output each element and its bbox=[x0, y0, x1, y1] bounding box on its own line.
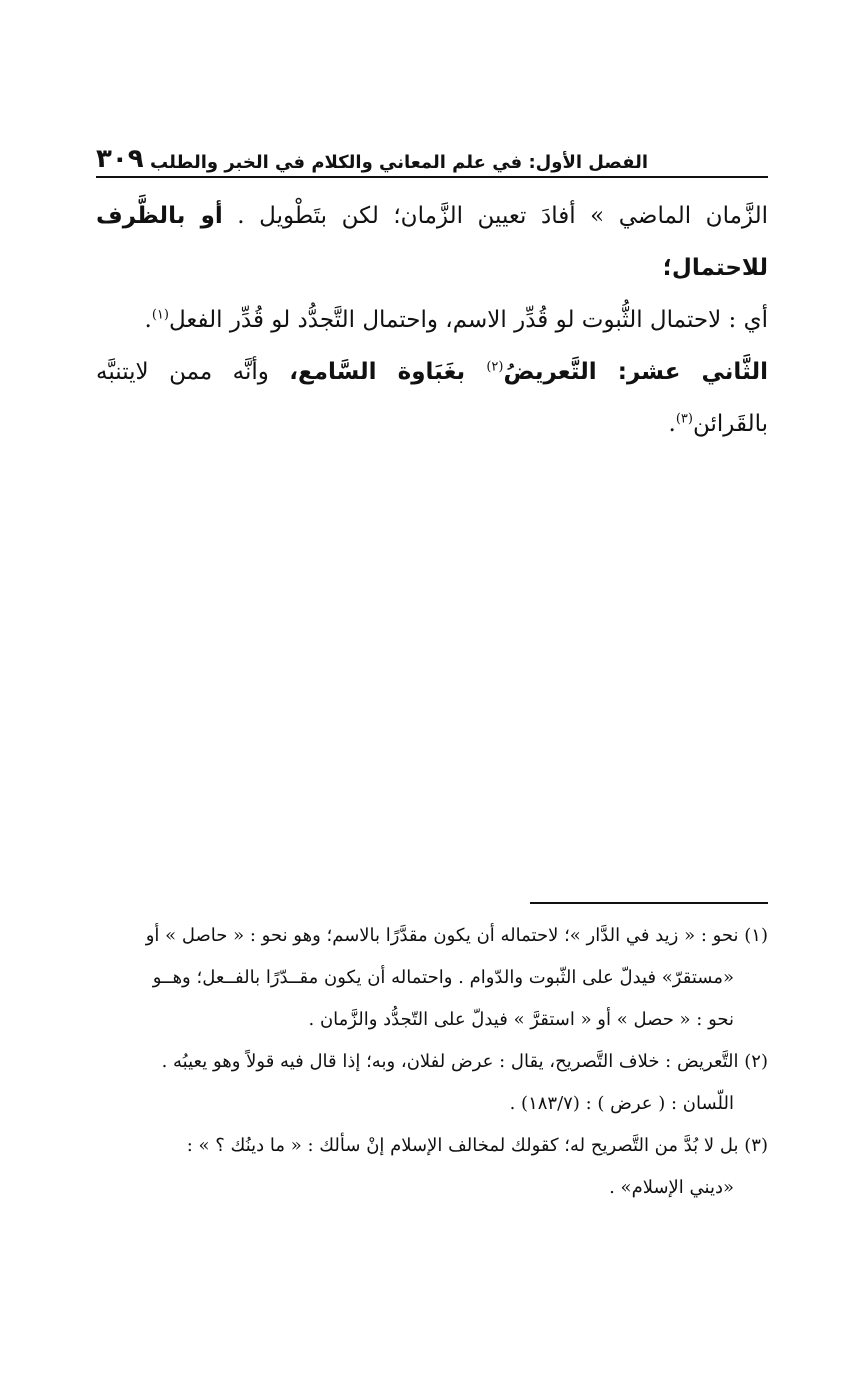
main-line-1-text: الزَّمان الماضي » أفادَ تعيين الزَّمان؛ لكن بتَطْويل . bbox=[222, 203, 768, 229]
footnote-1-line-1: (١) نحو : « زيد في الدَّار »؛ لاحتماله أن يكون مقدَّرًا بالاسم؛ وهو نحو : « حاصل » أو bbox=[145, 925, 768, 946]
main-line-3-text: وأنَّه ممن لايتنبَّه بالقَرائن bbox=[96, 359, 768, 437]
main-line-1 bbox=[96, 190, 768, 294]
main-line-3-bold-a: الثَّاني عشر: التَّعريضُ bbox=[503, 359, 768, 385]
page-header bbox=[96, 132, 768, 178]
footnote-separator bbox=[530, 902, 768, 904]
footnote-2-line-2: اللّسان : ( عرض ) : (١٨٣/٧) . bbox=[509, 1093, 734, 1114]
main-line-1-bold: أو بالظَّرف للاحتمال؛ bbox=[96, 203, 768, 281]
footnote-ref-3: (٣) bbox=[675, 411, 693, 427]
main-text bbox=[96, 190, 768, 450]
page-number: ٣٠٩ bbox=[96, 144, 144, 174]
main-line-3-end: . bbox=[668, 411, 676, 437]
main-line-2 bbox=[96, 294, 768, 346]
footnote-3-line-1: (٣) بل لا بُدَّ من التَّصريح له؛ كقولك لمخالف الإسلام إنْ سألك : « ما دينُك ؟ » : bbox=[186, 1135, 768, 1156]
footnote-2-line-1: (٢) التَّعريض : خلاف التَّصريح، يقال : عرض لفلان، وبه؛ إذا قال فيه قولاً وهو يعيبُه . bbox=[161, 1051, 768, 1072]
footnote-ref-1: (١) bbox=[151, 307, 169, 323]
footnote-1-line-2: «مستقرّ» فيدلّ على الثّبوت والدّوام . واحتماله أن يكون مقــدّرًا بالفــعل؛ وهــو bbox=[152, 967, 734, 988]
footnote-1-line-3: نحو : « حصل » أو « استقرَّ » فيدلّ على التّجدُّد والزَّمان . bbox=[308, 1009, 734, 1030]
main-line-2-text: أي : لاحتمال الثُّبوت لو قُدِّر الاسم، واحتمال التَّجدُّد لو قُدِّر الفعل bbox=[168, 307, 768, 333]
main-line-3-bold-b: بغَبَاوة السَّامع، bbox=[289, 359, 487, 385]
footnote-ref-2: (٢) bbox=[486, 359, 504, 375]
main-line-2-end: . bbox=[144, 307, 152, 333]
footnotes bbox=[96, 915, 768, 1209]
footnote-3-line-2: «ديني الإسلام» . bbox=[609, 1177, 734, 1198]
running-title: الفصل الأول: في علم المعاني والكلام في الخبر والطلب bbox=[150, 152, 648, 173]
main-line-3 bbox=[96, 346, 768, 450]
